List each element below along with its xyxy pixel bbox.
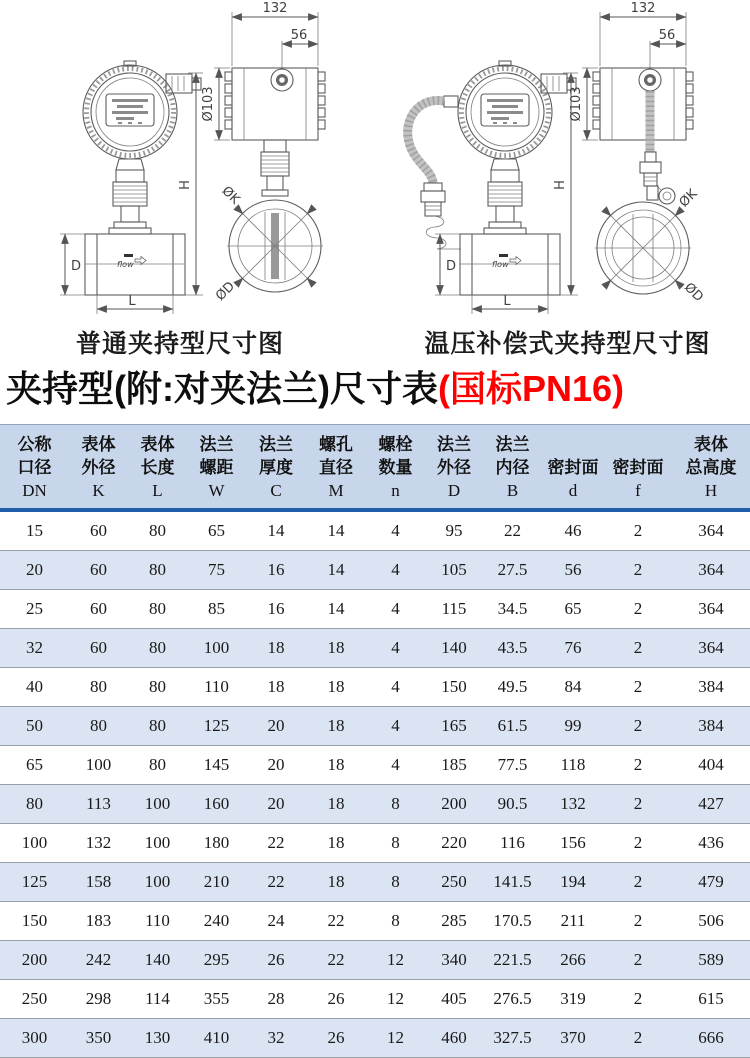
cell: 666 (672, 1019, 750, 1058)
cell: 300 (0, 1019, 69, 1058)
cell: 14 (306, 590, 366, 629)
cell: 12 (366, 980, 425, 1019)
cell: 2 (604, 707, 672, 746)
dim-K-label: ØK (218, 183, 243, 208)
column-header-line2: 螺距 (199, 458, 234, 477)
table-row-dn-40 (0, 668, 750, 707)
cell: 130 (128, 1019, 187, 1058)
meter-body (85, 234, 185, 295)
cell: 4 (366, 668, 425, 707)
cell: 221.5 (483, 941, 542, 980)
cell: 18 (246, 629, 306, 668)
cell: 211 (542, 902, 604, 941)
cell: 61.5 (483, 707, 542, 746)
cell: 8 (366, 824, 425, 863)
cell: 180 (187, 824, 246, 863)
column-header-symbol: n (391, 481, 400, 500)
table-row-dn-20 (0, 551, 750, 590)
cell: 100 (187, 629, 246, 668)
cell: 22 (306, 941, 366, 980)
title-main: 夹持型(附:对夹法兰)尺寸表 (6, 368, 438, 409)
cell: 18 (306, 707, 366, 746)
drawing-ordinary-side (201, 1, 325, 304)
cell: 150 (425, 668, 483, 707)
flow-arrow-icon (510, 257, 521, 265)
column-header-line1: 螺栓 (378, 435, 413, 454)
cell: 364 (672, 629, 750, 668)
column-header-line2: 外径 (437, 458, 471, 477)
column-header-symbol: L (152, 481, 163, 500)
cell: 8 (366, 863, 425, 902)
cell: 145 (187, 746, 246, 785)
cell: 210 (187, 863, 246, 902)
cell: 18 (306, 746, 366, 785)
table-row-dn-100 (0, 824, 750, 863)
cell: 250 (425, 863, 483, 902)
column-header-line2: 密封面 (612, 458, 664, 477)
cell: 2 (604, 785, 672, 824)
cell: 364 (672, 590, 750, 629)
technical-drawings (0, 0, 750, 360)
cell: 14 (246, 510, 306, 551)
cell: 20 (0, 551, 69, 590)
column-header-line1: 法兰 (495, 435, 530, 454)
dimension-table (0, 424, 750, 1058)
column-header-line1: 螺孔 (319, 435, 353, 454)
cell: 18 (306, 824, 366, 863)
cell: 615 (672, 980, 750, 1019)
table-row-dn-65 (0, 746, 750, 785)
cell: 427 (672, 785, 750, 824)
drawing-compensated-front (408, 61, 578, 314)
caption-compensated-type: 温压补偿式夹持型尺寸图 (424, 330, 711, 358)
cell: 12 (366, 941, 425, 980)
table-row-dn-80 (0, 785, 750, 824)
cell: 22 (306, 902, 366, 941)
cell: 80 (128, 590, 187, 629)
column-header-n (366, 425, 425, 511)
column-header-line1 (604, 433, 672, 456)
cell: 60 (69, 629, 128, 668)
cell: 50 (0, 707, 69, 746)
cell: 100 (128, 785, 187, 824)
cell: 80 (128, 510, 187, 551)
cell: 240 (187, 902, 246, 941)
flow-label: flow (492, 260, 509, 269)
table-row-dn-300 (0, 1019, 750, 1058)
cell: 2 (604, 629, 672, 668)
cell: 100 (69, 746, 128, 785)
cell: 18 (246, 668, 306, 707)
cell: 2 (604, 590, 672, 629)
cell: 2 (604, 746, 672, 785)
cell: 20 (246, 707, 306, 746)
cell: 410 (187, 1019, 246, 1058)
cell: 113 (69, 785, 128, 824)
cell: 85 (187, 590, 246, 629)
column-header-line2: 内径 (495, 458, 530, 477)
cell: 80 (128, 629, 187, 668)
cell: 18 (306, 863, 366, 902)
cell: 99 (542, 707, 604, 746)
table-row-dn-25 (0, 590, 750, 629)
cell: 80 (69, 668, 128, 707)
drawing-compensated-side (569, 1, 706, 305)
dim-132-label: 132 (262, 1, 288, 16)
cell: 22 (483, 510, 542, 551)
column-header-symbol: d (568, 481, 578, 500)
cell: 183 (69, 902, 128, 941)
cell: 22 (246, 863, 306, 902)
cell: 156 (542, 824, 604, 863)
cell: 276.5 (483, 980, 542, 1019)
cell: 150 (0, 902, 69, 941)
cell: 110 (128, 902, 187, 941)
cell: 114 (128, 980, 187, 1019)
dim-H-label: H (553, 180, 568, 190)
cell: 2 (604, 902, 672, 941)
cell: 140 (128, 941, 187, 980)
cell: 370 (542, 1019, 604, 1058)
cell: 56 (542, 551, 604, 590)
cell: 16 (246, 551, 306, 590)
table-row-dn-50 (0, 707, 750, 746)
cell: 20 (246, 746, 306, 785)
cell: 90.5 (483, 785, 542, 824)
column-header-symbol: f (635, 481, 641, 500)
cell: 2 (604, 1019, 672, 1058)
cell: 384 (672, 707, 750, 746)
cell: 110 (187, 668, 246, 707)
cell: 506 (672, 902, 750, 941)
cell: 105 (425, 551, 483, 590)
cell: 65 (542, 590, 604, 629)
column-header-line1: 表体 (81, 435, 116, 454)
cell: 125 (187, 707, 246, 746)
cell: 4 (366, 746, 425, 785)
cell: 2 (604, 551, 672, 590)
cell: 20 (246, 785, 306, 824)
cell: 2 (604, 668, 672, 707)
column-header-line2: 厚度 (259, 458, 293, 477)
cell: 132 (542, 785, 604, 824)
cell: 24 (246, 902, 306, 941)
column-header-K (69, 425, 128, 511)
cell: 118 (542, 746, 604, 785)
cell: 460 (425, 1019, 483, 1058)
column-header-line2: 直径 (319, 458, 353, 477)
cell: 15 (0, 510, 69, 551)
column-header-line2: 口径 (17, 458, 52, 477)
cell: 16 (246, 590, 306, 629)
cell: 80 (69, 707, 128, 746)
cell: 405 (425, 980, 483, 1019)
cell: 479 (672, 863, 750, 902)
column-header-line2: 密封面 (547, 458, 599, 477)
dim-D-label: D (71, 259, 82, 274)
cell: 200 (0, 941, 69, 980)
title-highlight: (国标PN16) (437, 368, 624, 409)
cell: 49.5 (483, 668, 542, 707)
column-header-symbol: C (270, 481, 282, 500)
column-header-line2: 外径 (81, 458, 116, 477)
cell: 2 (604, 863, 672, 902)
cell: 4 (366, 590, 425, 629)
cell: 14 (306, 551, 366, 590)
table-row-dn-150 (0, 902, 750, 941)
column-header-line2: 总高度 (685, 458, 737, 477)
column-header-H (672, 425, 750, 511)
column-header-f (604, 425, 672, 511)
column-header-line1: 公称 (17, 435, 52, 454)
cell: 80 (128, 707, 187, 746)
dim-D-label: D (446, 259, 457, 274)
cell: 170.5 (483, 902, 542, 941)
dim-103-label: Ø103 (201, 86, 216, 122)
cell: 364 (672, 551, 750, 590)
cell: 436 (672, 824, 750, 863)
cell: 25 (0, 590, 69, 629)
cell: 4 (366, 707, 425, 746)
cell: 80 (128, 746, 187, 785)
cell: 22 (246, 824, 306, 863)
column-header-line1: 表体 (694, 435, 728, 454)
cell: 116 (483, 824, 542, 863)
cell: 355 (187, 980, 246, 1019)
table-row-dn-125 (0, 863, 750, 902)
cell: 4 (366, 629, 425, 668)
cell: 194 (542, 863, 604, 902)
cell: 26 (306, 980, 366, 1019)
cell: 2 (604, 510, 672, 551)
cell: 100 (128, 863, 187, 902)
cell: 32 (246, 1019, 306, 1058)
cell: 84 (542, 668, 604, 707)
cell: 8 (366, 902, 425, 941)
cell: 18 (306, 785, 366, 824)
column-header-line1: 法兰 (199, 435, 234, 454)
column-header-symbol: B (506, 481, 519, 500)
cell: 285 (425, 902, 483, 941)
cell: 80 (0, 785, 69, 824)
page-title (0, 360, 750, 424)
column-header-line1: 法兰 (259, 435, 293, 454)
cell: 185 (425, 746, 483, 785)
cell: 319 (542, 980, 604, 1019)
column-header-symbol: D (447, 481, 461, 500)
cell: 28 (246, 980, 306, 1019)
cell: 2 (604, 824, 672, 863)
cell: 40 (0, 668, 69, 707)
cell: 4 (366, 551, 425, 590)
cell: 60 (69, 551, 128, 590)
cell: 65 (187, 510, 246, 551)
dim-K-label: ØK (676, 186, 701, 211)
cell: 12 (366, 1019, 425, 1058)
cell: 75 (187, 551, 246, 590)
cell: 32 (0, 629, 69, 668)
cell: 160 (187, 785, 246, 824)
cell: 242 (69, 941, 128, 980)
cell: 340 (425, 941, 483, 980)
dim-103-label: Ø103 (569, 86, 584, 122)
column-header-line2: 长度 (140, 458, 175, 477)
column-header-line2: 数量 (378, 458, 413, 477)
cell: 125 (0, 863, 69, 902)
cell: 80 (128, 551, 187, 590)
cell: 80 (128, 668, 187, 707)
cell: 27.5 (483, 551, 542, 590)
cell: 589 (672, 941, 750, 980)
cell: 26 (306, 1019, 366, 1058)
cell: 14 (306, 510, 366, 551)
column-header-symbol: DN (22, 481, 47, 500)
column-header-W (187, 425, 246, 511)
cell: 404 (672, 746, 750, 785)
column-header-line1: 表体 (140, 435, 175, 454)
cell: 8 (366, 785, 425, 824)
table-row-dn-15 (0, 510, 750, 551)
cell: 2 (604, 941, 672, 980)
dim-L-label: L (503, 294, 511, 309)
cell: 18 (306, 668, 366, 707)
cell: 100 (128, 824, 187, 863)
cell: 140 (425, 629, 483, 668)
cell: 158 (69, 863, 128, 902)
cell: 77.5 (483, 746, 542, 785)
eyelet-ring (659, 188, 675, 204)
cell: 100 (0, 824, 69, 863)
cell: 364 (672, 510, 750, 551)
dim-Dflange-label: ØD (681, 280, 706, 305)
column-header-DN (0, 425, 69, 511)
display-window (106, 94, 154, 126)
dim-L-label: L (128, 294, 136, 309)
cell: 65 (0, 746, 69, 785)
table-row-dn-250 (0, 980, 750, 1019)
cell: 266 (542, 941, 604, 980)
column-header-symbol: K (92, 481, 105, 500)
cell: 43.5 (483, 629, 542, 668)
cell: 115 (425, 590, 483, 629)
dim-H-label: H (178, 180, 193, 190)
cell: 295 (187, 941, 246, 980)
cell: 327.5 (483, 1019, 542, 1058)
column-header-symbol: H (704, 481, 718, 500)
column-header-d (542, 425, 604, 511)
table-row-dn-200 (0, 941, 750, 980)
column-header-C (246, 425, 306, 511)
table-row-dn-32 (0, 629, 750, 668)
caption-ordinary-type: 普通夹持型尺寸图 (75, 330, 284, 358)
column-header-symbol: M (328, 481, 344, 500)
cell: 141.5 (483, 863, 542, 902)
flow-arrow-icon (135, 257, 146, 265)
column-header-line1: 法兰 (437, 435, 471, 454)
cell: 26 (246, 941, 306, 980)
cell: 46 (542, 510, 604, 551)
cell: 60 (69, 590, 128, 629)
cell: 132 (69, 824, 128, 863)
column-header-line1 (542, 433, 604, 456)
column-header-symbol: W (208, 481, 225, 500)
column-header-D (425, 425, 483, 511)
column-header-L (128, 425, 187, 511)
capillary-coil (426, 216, 446, 249)
flow-label: flow (117, 260, 134, 269)
drawing-ordinary-front (60, 61, 203, 314)
dim-Dflange-label: ØD (213, 279, 238, 304)
dim-56-label: 56 (658, 28, 676, 43)
cell: 250 (0, 980, 69, 1019)
cell: 34.5 (483, 590, 542, 629)
cell: 2 (604, 980, 672, 1019)
dim-132-label: 132 (630, 1, 656, 16)
cell: 4 (366, 510, 425, 551)
table-header-row (0, 425, 750, 511)
cell: 95 (425, 510, 483, 551)
cell: 18 (306, 629, 366, 668)
cell: 76 (542, 629, 604, 668)
cell: 220 (425, 824, 483, 863)
cell: 200 (425, 785, 483, 824)
cell: 60 (69, 510, 128, 551)
flowmeter-dimension-drawings (0, 0, 750, 360)
cell: 350 (69, 1019, 128, 1058)
cell: 165 (425, 707, 483, 746)
column-header-M (306, 425, 366, 511)
cell: 298 (69, 980, 128, 1019)
dim-56-label: 56 (290, 28, 308, 43)
column-header-B (483, 425, 542, 511)
cell: 384 (672, 668, 750, 707)
